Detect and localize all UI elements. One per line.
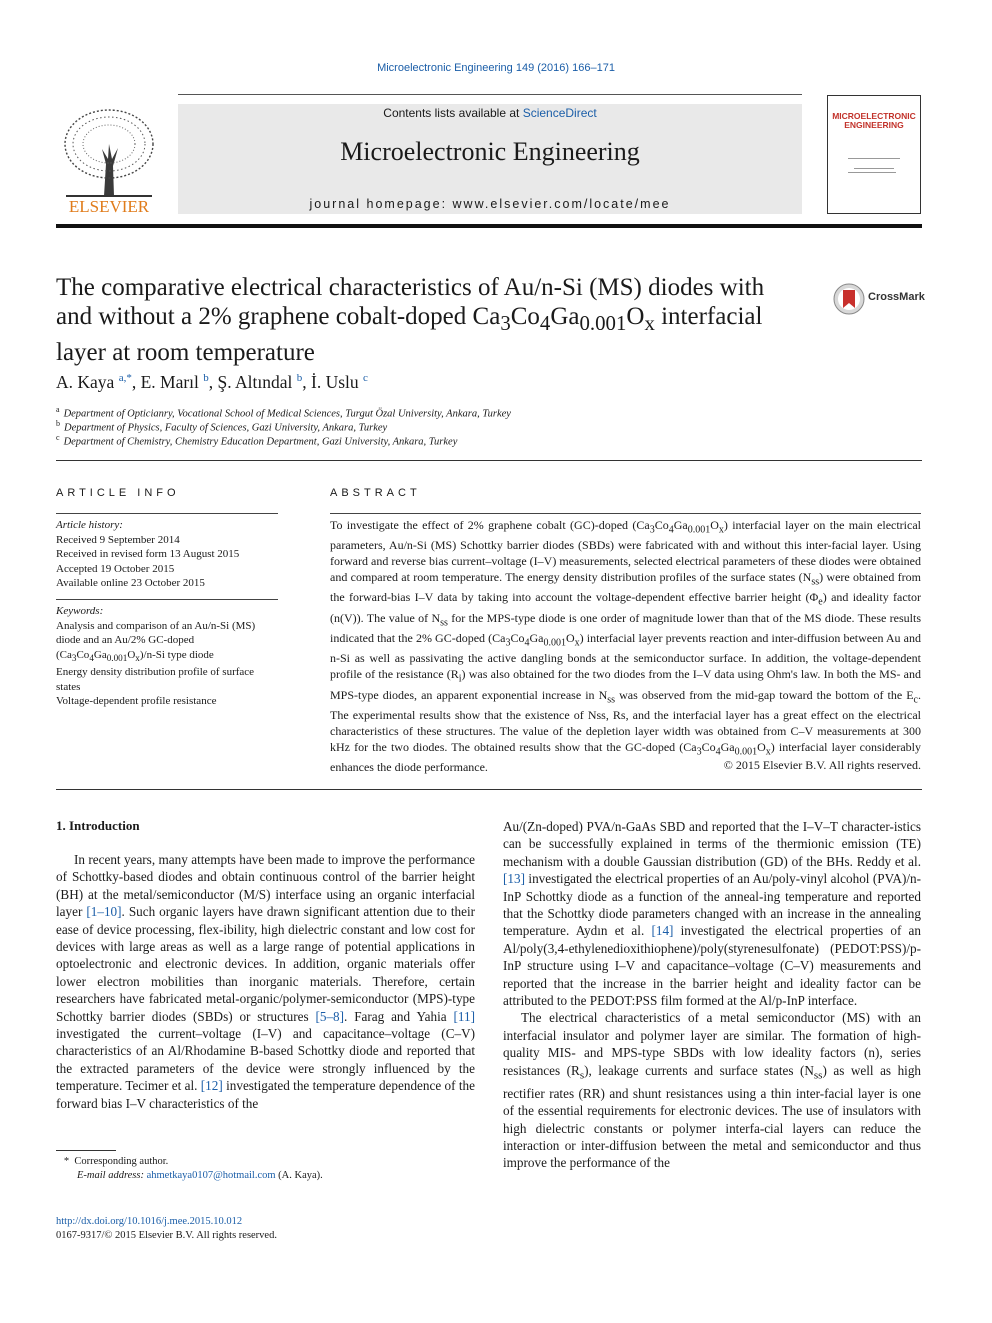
affiliation xyxy=(56,405,511,420)
abstract-rule xyxy=(330,513,921,514)
abstract-copyright: © 2015 Elsevier B.V. All rights reserved. xyxy=(723,758,921,772)
crossmark-icon xyxy=(832,282,866,316)
author[interactable] xyxy=(311,372,368,392)
citation-link[interactable]: [1–10] xyxy=(86,904,122,920)
section-rule xyxy=(56,460,922,461)
author[interactable] xyxy=(56,372,132,392)
keyword-sub: 4 xyxy=(89,652,94,663)
citation-link[interactable]: [12] xyxy=(200,1078,223,1094)
header-rule xyxy=(178,94,802,95)
author-affil-sup[interactable]: b xyxy=(296,372,303,385)
keyword-text: )/n-Si type diode xyxy=(139,648,214,661)
issn-copyright: 0167-9317/© 2015 Elsevier B.V. All rights reserved. xyxy=(56,1230,277,1241)
title-line-3: layer at room temperature xyxy=(56,339,315,366)
contents-line xyxy=(178,106,802,120)
citation-link[interactable]: [5–8] xyxy=(315,1008,345,1024)
header-thick-rule xyxy=(56,224,922,228)
history-online: Available online 23 October 2015 xyxy=(56,577,205,589)
citation-link[interactable]: [11] xyxy=(453,1008,475,1024)
citation-link[interactable]: [13] xyxy=(503,871,525,887)
author-name: E. Marıl xyxy=(140,372,199,392)
section-rule xyxy=(56,789,922,790)
svg-text:ELSEVIER: ELSEVIER xyxy=(68,197,150,216)
history-accepted: Accepted 19 October 2015 xyxy=(56,562,175,575)
affiliation xyxy=(56,433,457,448)
email-label: E-mail address: xyxy=(77,1170,147,1181)
cover-title-line-1: MICROELECTRONIC xyxy=(832,111,916,121)
abstract-text: To investigate the effect of 2% graphene cobalt (GC)-doped $(Ca_3Co_4Ga_{0.001}O_x)$ interfacial layer on the main electrical parameters, Au/n-Si (MS) Schottky barrier diodes (SBDs) were fabricated with and without this inter-facial layer. Using forward and reverse bias current–voltage (I–V) measurements, selected electrical parameters of these diodes were obtained and compared at room temperature. The energy density distribution profiles of the surface states $(N_{ss})$ were obtained from the forward-bias I–V data by taking into account the voltage-dependent effective barrier height $(\Phi_e)$ and ideality factor (n(V)). The value of $N_{ss}$ for the MPS-type diode is one order of magnitude lower than that of the MS diode. These results indicated that the 2% GC-doped $(Ca_3Co_4Ga_{0.001}O_x)$ interfacial layer prevents reaction and inter-diffusion between Au and n-Si as well as passivating the active dangling bonds at the semiconductor surface. In addition, the voltage-dependent profile of the resistance $(R_i)$ was also obtained for the two diodes from the I–V data using Ohm's law. In both the MS- and MPS-type diodes, an apparent exponential increase in $N_{ss}$ was observed from the mid-gap toward the bottom of the $E_c$. The experimental results show that the existence of Nss, Rs, and the interfacial layer has a great effect on the electrical characteristics of these structures. The value of the depletion layer width was obtained from C–V measurements at 300 kHz for the two diodes. The obtained results show that the GC-doped $(Ca_3Co_4Ga_{0.001}O_x)$ interfacial layer considerably enhances the diode performance. xyxy=(330,518,922,774)
paragraph: Au/(Zn-doped) PVA/n-GaAs SBD and reported that the I–V–T character-istics can be successfully explained in terms of the thermionic emission (TE) mechanism with a double Gaussian distribution (GD) of the BHs. Reddy et al. [13] investigated the electrical properties of an Au/poly-vinyl alcohol (PVA)/n-InP Schottky diode as a function of the anneal-ing temperature and reported that the Schottky diode parameters changed with an increase in the annealing temperature. Aydın et al. [14] investigated the electrical properties of an Al/poly(3,4-ethylenedioxithiophene)/poly(styrenesulfonate) (PEDOT:PSS)/p-InP structure using I–V and capacitance–voltage (C–V) measurements and reported that the increase in the barrier height and ideality factor can be attributed to the PEDOT:PSS film formed at the Al/p-InP interface. xyxy=(503,819,921,1009)
keyword: Energy density distribution profile of surface states xyxy=(56,666,255,693)
body-column-right xyxy=(503,818,921,1172)
keyword-text: Ga xyxy=(93,648,107,661)
author-list: A. Kaya $^{a,*}$, E. Marıl $^b$, Ş. Altındal $^b$, İ. Uslu $^c$ xyxy=(56,372,368,392)
title-text: O xyxy=(626,303,645,330)
keyword-sub: x xyxy=(135,652,140,663)
history-revised: Received in revised form 13 August 2015 xyxy=(56,548,240,560)
info-rule xyxy=(56,513,278,514)
crossmark-badge[interactable] xyxy=(832,282,925,316)
cover-line xyxy=(854,168,894,169)
affiliation-key: c xyxy=(56,433,60,442)
cover-title xyxy=(828,112,920,130)
doi-block xyxy=(56,1215,277,1243)
author-affil-sup[interactable]: b xyxy=(203,372,209,385)
author-affil-sup[interactable]: a,* xyxy=(118,372,132,385)
email-link[interactable]: ahmetkaya0107@hotmail.com xyxy=(146,1170,276,1181)
doi-link[interactable]: http://dx.doi.org/10.1016/j.mee.2015.10.012 xyxy=(56,1216,243,1227)
keyword-text: Analysis and comparison of an Au/n-Si (MS) diode and an Au/2% GC-doped (Ca xyxy=(56,619,256,661)
sciencedirect-link[interactable]: ScienceDirect xyxy=(522,106,597,120)
keywords-label: Keywords: xyxy=(56,605,104,617)
title-text: Ga xyxy=(550,303,580,330)
crossmark-label: CrossMark xyxy=(868,291,925,303)
title-sub: 4 xyxy=(539,311,551,335)
cover-line xyxy=(848,172,896,173)
author-affil-sup[interactable]: c xyxy=(363,372,368,385)
author[interactable] xyxy=(218,372,303,392)
contents-prefix: Contents lists available at xyxy=(383,106,523,120)
affiliation xyxy=(56,419,387,434)
section-heading-introduction: 1. Introduction xyxy=(56,818,140,833)
article-info-heading: ARTICLE INFO xyxy=(56,487,180,499)
title-sub: 0.001 xyxy=(579,311,627,335)
info-rule xyxy=(56,599,278,600)
affiliation-text: Department of Opticianry, Vocational School of Medical Sciences, Turgut Özal University, Ankara, Turkey xyxy=(63,408,511,420)
author-name: A. Kaya xyxy=(56,372,115,392)
affiliation-text: Department of Physics, Faculty of Sciences, Gazi University, Ankara, Turkey xyxy=(64,422,388,434)
journal-title: Microelectronic Engineering xyxy=(340,137,640,166)
paragraph: The electrical characteristics of a metal semiconductor (MS) with an interfacial insulator and polymer layer are similar. The formation of high-quality MIS- and MPS-type SBDs with low ideality factors (n), series resistances $(R_s)$, leakage currents and surface states $(N_{ss})$ as well as high rectifier rates (RR) and shunt resistances using a thin inter-facial layer is one of the essential requirements for electronic devices. The use of insulators with high dielectric constants or polymer interfa-cial layers can reduce the interaction or inter-diffusion between the metal and semiconductor and thus improve the performance of the xyxy=(503,1010,922,1171)
email-suffix: (A. Kaya). xyxy=(275,1170,323,1181)
affiliation-text: Department of Chemistry, Chemistry Education Department, Gazi University, Ankara, Turkey xyxy=(63,436,458,448)
keyword-text: O xyxy=(127,648,136,661)
elsevier-logo[interactable] xyxy=(56,104,162,216)
title-line-2: and without a 2% graphene cobalt-doped Ca xyxy=(56,303,501,330)
author-name: İ. Uslu xyxy=(311,372,359,392)
footnote-star: * xyxy=(63,1156,70,1167)
footnote-corresponding: Corresponding author. xyxy=(74,1156,169,1167)
keyword-sub: 0.001 xyxy=(106,652,128,663)
title-line-1: The comparative electrical characteristics of Au/n-Si (MS) diodes with xyxy=(56,274,765,301)
journal-homepage[interactable]: journal homepage: www.elsevier.com/locate/mee xyxy=(309,197,671,211)
body-column-left xyxy=(56,851,475,1112)
paragraph: In recent years, many attempts have been made to improve the performance of Schottky-based diodes and obtain continuous control of the barrier height (BH) at the metal/semiconductor (M/S) interface using an organic interfacial layer [1–10]. Such organic layers have drawn significant attention due to their ease of device processing, flex-ibility, high dielectric constant and low cost for devices with large areas as well as a large range of potential applications in optoelectronic and electronic devices. In addition, organic materials offer lower electron mobilities than inorganic materials. Therefore, certain researchers have fabricated metal-organic/polymer-semiconductor (MPS)-type Schottky barrier diodes (SBDs) or structures [5–8]. Farag and Yahia [11] investigated the current–voltage (I–V) and capacitance–voltage (C–V) characteristics of an Al/Rhodamine B-based Schottky diode and reported that the extracted parameters of the device were strongly influenced by the temperature. Tecimer et al. [12] investigated the temperature dependence of the forward bias I–V characteristics of the xyxy=(56,852,476,1111)
keyword-text: Co xyxy=(76,648,90,661)
affiliation-key: b xyxy=(56,419,60,428)
article-history xyxy=(56,518,280,591)
author[interactable] xyxy=(141,372,209,392)
corresponding-author-footnote xyxy=(56,1155,323,1183)
keyword xyxy=(56,620,255,661)
article-title xyxy=(56,273,796,367)
keyword-sub: 3 xyxy=(71,652,77,663)
elsevier-tree-icon xyxy=(56,104,162,216)
title-sub: x xyxy=(644,311,655,335)
title-text: interfacial xyxy=(654,303,763,330)
affiliation-key: a xyxy=(56,405,60,414)
keywords xyxy=(56,604,280,709)
journal-citation[interactable]: Microelectronic Engineering 149 (2016) 166–171 xyxy=(377,62,615,74)
abstract-heading: ABSTRACT xyxy=(330,487,421,499)
keyword: Voltage-dependent profile resistance xyxy=(56,695,217,708)
history-label: Article history: xyxy=(56,519,123,531)
cover-title-line-2: ENGINEERING xyxy=(844,120,904,130)
author-name: Ş. Altındal xyxy=(217,372,293,392)
title-sub: 3 xyxy=(500,311,511,335)
footnote-rule xyxy=(56,1150,116,1151)
title-text: Co xyxy=(510,303,540,330)
history-received: Received 9 September 2014 xyxy=(56,533,180,546)
cover-line xyxy=(848,158,900,159)
journal-cover-thumbnail[interactable] xyxy=(827,95,921,214)
citation-link[interactable]: [14] xyxy=(651,923,674,939)
